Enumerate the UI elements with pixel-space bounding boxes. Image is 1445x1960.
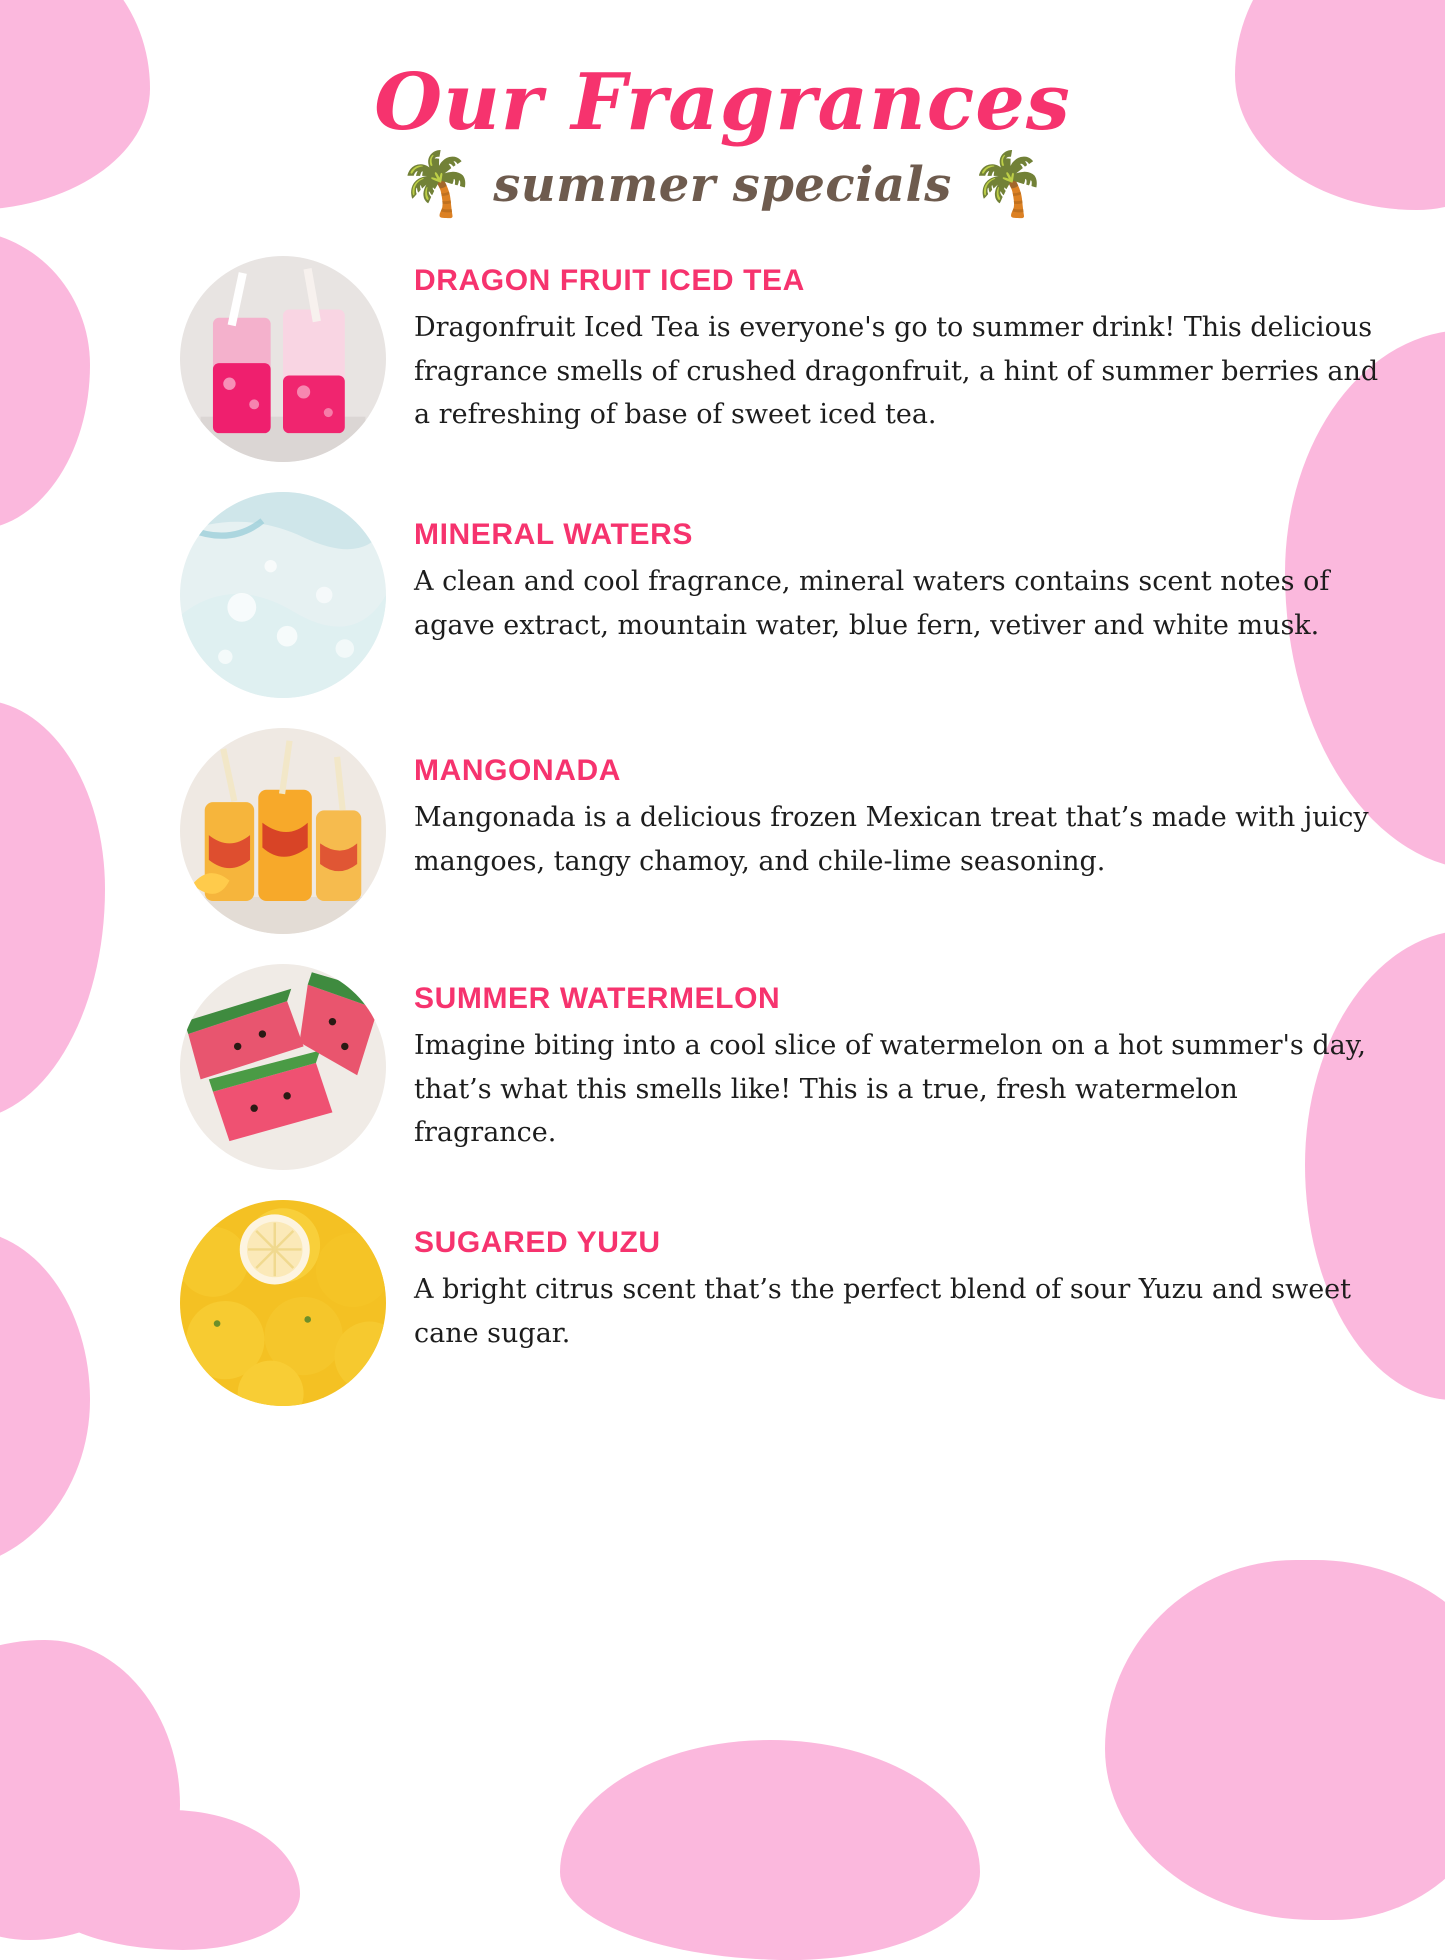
page-title: Our Fragrances [374, 57, 1071, 148]
yuzu-citrus-photo [180, 1200, 386, 1406]
item-title: DRAGON FRUIT ICED TEA [414, 263, 805, 297]
item-title: SUMMER WATERMELON [414, 981, 781, 1015]
list-item [180, 492, 1385, 698]
palm-tree-icon: 🌴 [398, 150, 476, 219]
item-title: MINERAL WATERS [414, 517, 693, 551]
item-body [414, 728, 1385, 883]
subtitle-row [0, 150, 1445, 219]
item-description: Mangonada is a delicious frozen Mexican treat that’s made with juicy mangoes, tangy chamoy, and chile-lime seasoning. [414, 801, 1369, 877]
item-description: Imagine biting into a cool slice of watermelon on a hot summer's day, that’s what this smells like! This is a true, fresh watermelon fragrance. [414, 1029, 1366, 1149]
list-item [180, 728, 1385, 934]
item-title: MANGONADA [414, 753, 622, 787]
mangonada-drinks-photo [180, 728, 386, 934]
item-description: Dragonfruit Iced Tea is everyone's go to summer drink! This delicious fragrance smells of crushed dragonfruit, a hint of summer berries and a refreshing of base of sweet iced tea. [414, 311, 1379, 431]
mineral-water-splash-photo [180, 492, 386, 698]
fragrance-list [0, 256, 1445, 1406]
watermelon-slices-photo [180, 964, 386, 1170]
item-description: A clean and cool fragrance, mineral waters contains scent notes of agave extract, mountain water, blue fern, vetiver and white musk. [414, 565, 1330, 641]
page-subtitle: summer specials [493, 156, 952, 213]
list-item [180, 1200, 1385, 1406]
item-body [414, 1200, 1385, 1355]
list-item [180, 256, 1385, 462]
item-title: SUGARED YUZU [414, 1225, 661, 1259]
item-body [414, 964, 1385, 1155]
item-body [414, 492, 1385, 647]
item-body [414, 256, 1385, 437]
item-description: A bright citrus scent that’s the perfect blend of sour Yuzu and sweet cane sugar. [414, 1273, 1351, 1349]
palm-tree-icon: 🌴 [969, 150, 1047, 219]
list-item [180, 964, 1385, 1170]
dragonfruit-iced-tea-photo [180, 256, 386, 462]
